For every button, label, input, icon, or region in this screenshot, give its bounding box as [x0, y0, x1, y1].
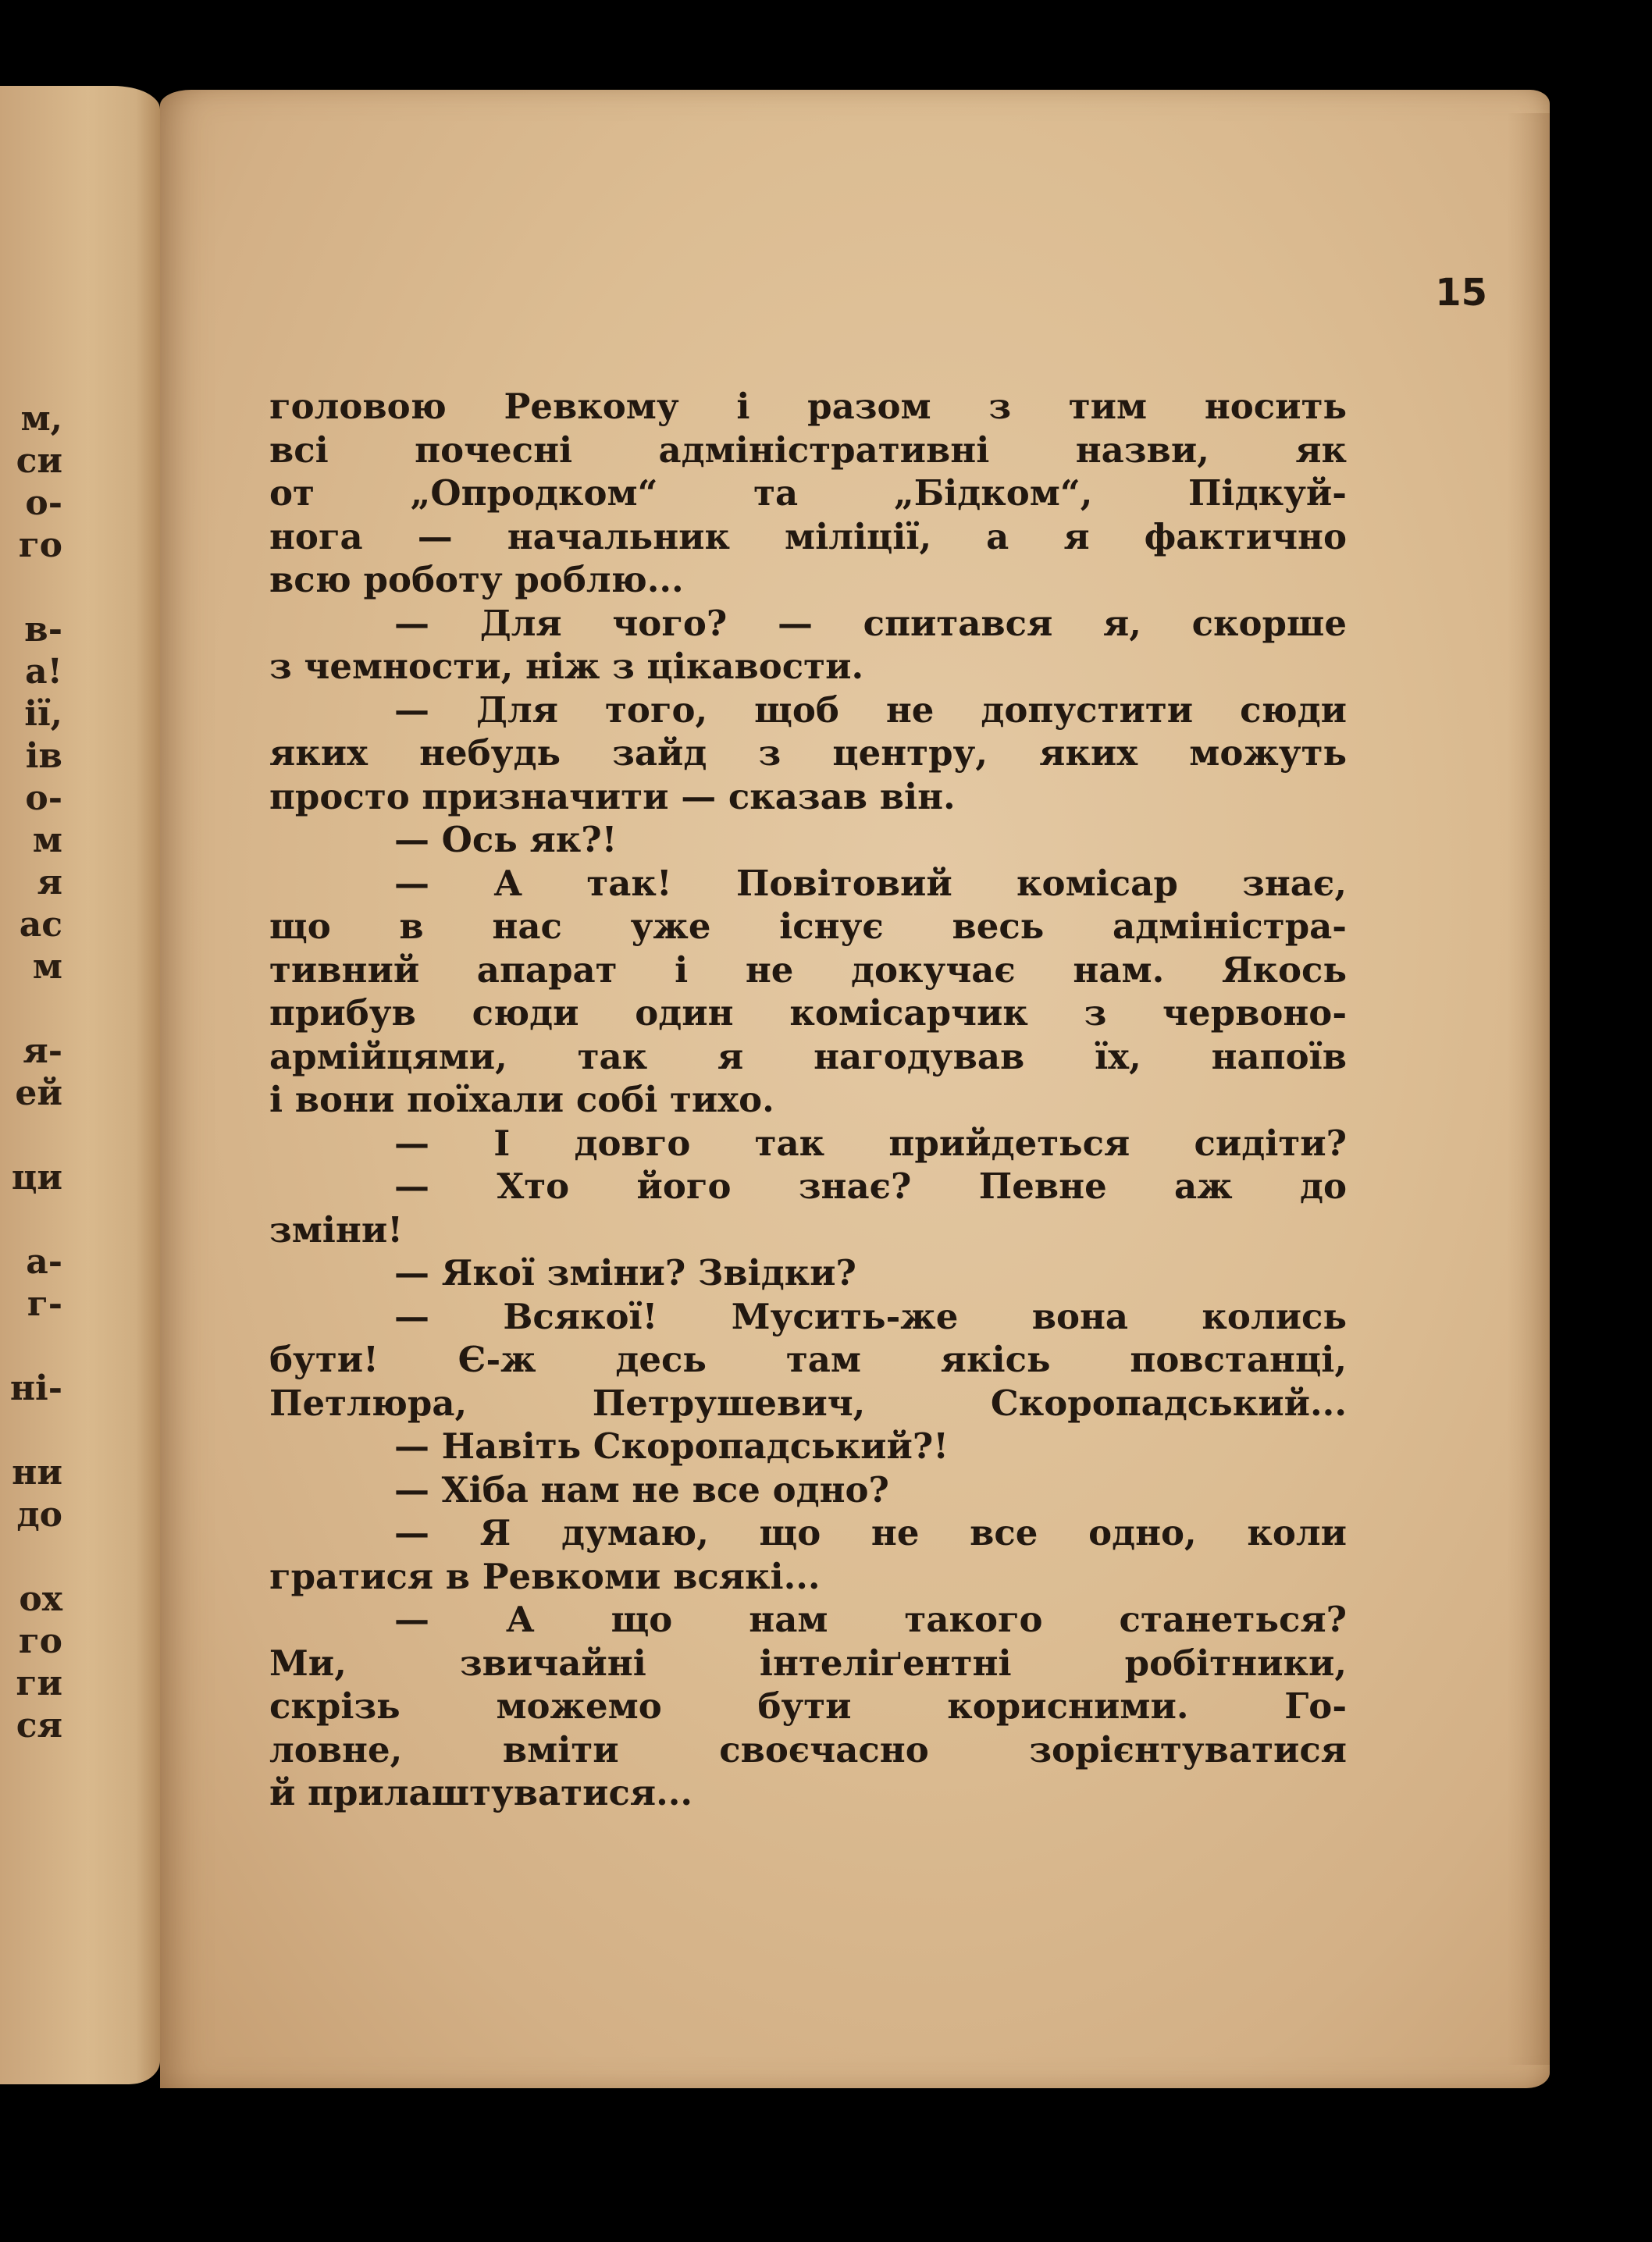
text-line: нога — начальник міліції, а я фактично [269, 515, 1347, 557]
previous-page-line-fragment: в- [24, 610, 62, 649]
text-line: — Ось як?! [394, 819, 618, 860]
text-line: бути! Є-ж десь там якісь повстанці, [269, 1339, 1347, 1380]
text-line: скрізь можемо бути корисними. Го- [269, 1685, 1347, 1727]
text-line: армійцями, так я нагодував їх, напоїв [269, 1035, 1347, 1077]
previous-page-line-fragment: а! [25, 652, 62, 692]
previous-page-line-fragment: ей [15, 1073, 62, 1113]
text-line: Петлюра, Петрушевич, Скоропадський... [269, 1382, 1347, 1424]
previous-page-line-fragment: ів [25, 736, 62, 776]
text-line: — Для того, щоб не допустити сюди [394, 689, 1347, 731]
previous-page-line-fragment: ох [19, 1579, 62, 1619]
previous-page-line-fragment: м [32, 947, 62, 987]
text-line: прибув сюди один комісарчик з червоно- [269, 992, 1347, 1034]
previous-page-line-fragment: ни [12, 1453, 62, 1493]
text-line: що в нас уже існує весь адміністра- [269, 906, 1347, 947]
previous-page-line-fragment: го [18, 525, 62, 565]
text-line: з чемности, ніж з цікавости. [269, 646, 864, 687]
previous-page-line-fragment: а- [26, 1242, 62, 1282]
text-line: — Я думаю, що не все одно, коли [394, 1512, 1347, 1553]
text-line: ловне, вміти своєчасно зорієнтуватися [269, 1728, 1347, 1770]
previous-page-line-fragment: ги [16, 1664, 62, 1703]
text-line: — А що нам такого станеться? [394, 1599, 1347, 1640]
text-line: всі почесні адміністративні назви, як [269, 429, 1347, 471]
text-line: — Хто його знає? Певне аж до [394, 1165, 1347, 1207]
text-line: — Навіть Скоропадський?! [394, 1425, 949, 1467]
previous-page-line-fragment: си [16, 441, 62, 481]
page-number: 15 [1435, 271, 1487, 315]
text-line: — Для чого? — спитався я, скорше [394, 602, 1347, 644]
previous-page [0, 86, 160, 2084]
previous-page-line-fragment: о- [25, 483, 62, 523]
text-line: от „Опродком“ та „Бідком“, Підкуй- [269, 472, 1347, 514]
text-line: — Всякої! Мусить-же вона колись [394, 1295, 1347, 1337]
text-line: — А так! Повітовий комісар знає, [394, 862, 1347, 904]
previous-page-line-fragment: ні- [9, 1368, 62, 1408]
previous-page-line-fragment: г- [27, 1284, 62, 1324]
text-line: зміни! [269, 1208, 403, 1251]
previous-page-line-fragment: я- [23, 1031, 62, 1071]
previous-page-line-fragment: м, [20, 399, 62, 439]
page-text-body [269, 385, 1347, 1815]
book-page [160, 90, 1550, 2088]
text-line: всю роботу роблю... [269, 559, 684, 600]
previous-page-line-fragment: ії, [24, 694, 62, 734]
text-line: — Хіба нам не все одно? [394, 1468, 889, 1511]
text-line: — І довго так прийдеться сидіти? [394, 1122, 1347, 1164]
previous-page-line-fragment: м [32, 820, 62, 860]
text-line: Ми, звичайні інтеліґентні робітники, [269, 1642, 1347, 1684]
text-line: і вони поїхали собі тихо. [269, 1079, 774, 1120]
text-line: яких небудь зайд з центру, яких можуть [269, 732, 1347, 774]
previous-page-line-fragment: ся [16, 1706, 62, 1746]
text-line: гратися в Ревкоми всякі... [269, 1555, 821, 1597]
text-line: й прилаштуватися... [269, 1772, 693, 1813]
previous-page-line-fragment: го [18, 1621, 62, 1661]
page-edge-shadow [1507, 113, 1550, 2065]
text-line: головою Ревкому і разом з тим носить [269, 386, 1347, 427]
text-line: тивний апарат і не докучає нам. Якось [269, 948, 1347, 991]
text-line: просто призначити — сказав він. [269, 775, 956, 817]
previous-page-line-fragment: до [16, 1495, 62, 1535]
previous-page-line-fragment: ас [19, 905, 62, 945]
previous-page-line-fragment: я [37, 863, 62, 902]
previous-page-line-fragment: ци [11, 1158, 62, 1198]
text-line: — Якої зміни? Звідки? [394, 1252, 856, 1294]
previous-page-line-fragment: о- [25, 778, 62, 818]
